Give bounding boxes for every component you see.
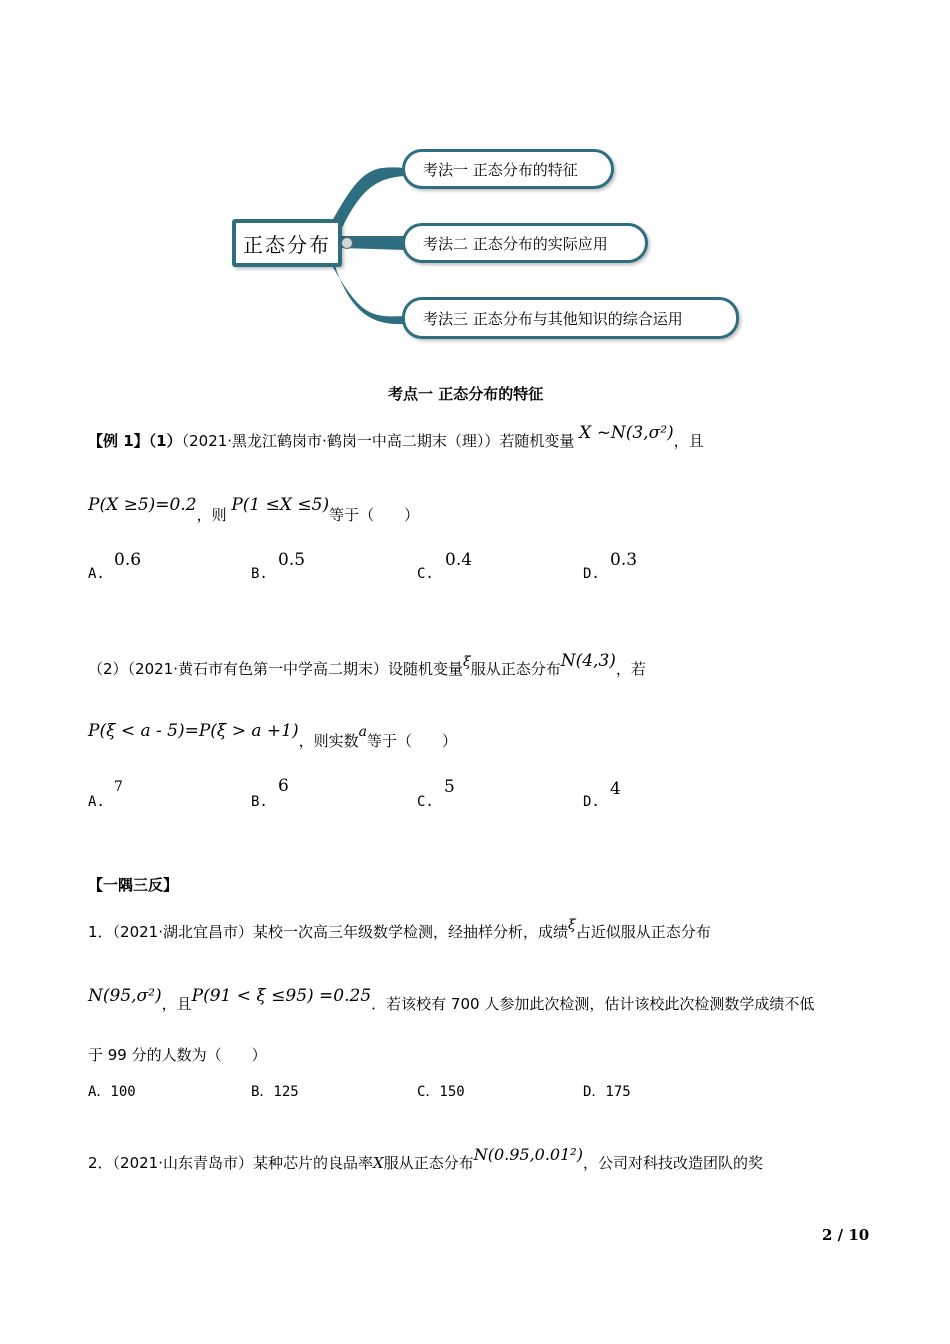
example1-option-c-value: 0.4	[445, 550, 473, 570]
q1-cond: P(91 < ξ ≤95) =0.25	[191, 986, 372, 1006]
page-number: 2 / 10	[822, 1226, 870, 1244]
mindmap-root-dot	[341, 237, 353, 249]
example1-label: 【例 1】（1）	[88, 432, 182, 450]
example1-after: ，且	[673, 432, 704, 450]
example1-option-b-value: 0.5	[278, 550, 306, 570]
example2-mid2: ，则实数	[298, 732, 359, 750]
q1-var: ξ	[568, 917, 576, 933]
example1-line1	[88, 423, 704, 451]
q2-text-b: 服从正态分布	[383, 1154, 474, 1172]
q2-text-a: 2．（2021·山东青岛市）某种芯片的良品率	[88, 1154, 373, 1172]
example1-option-c: C.	[417, 566, 434, 582]
mindmap-branch-3: 考法三 正态分布与其他知识的综合运用	[402, 297, 739, 339]
example1-cond: P(X ≥5)=0.2	[88, 495, 197, 515]
example2-mid: 服从正态分布	[470, 660, 561, 678]
q1-option-a: A．100	[88, 1084, 136, 1100]
example1-end: 等于（ ）	[329, 506, 420, 524]
example1-source: （2021·黑龙江鹤岗市·鹤岗一中高二期末（理））若随机变量	[181, 432, 575, 450]
example2-option-a-value: 7	[114, 779, 123, 795]
q1-text-b: 占近似服从正态分布	[575, 923, 711, 941]
example2-line1	[88, 651, 646, 679]
example2-option-c: C.	[417, 794, 434, 810]
practice-header: 【一隅三反】	[88, 876, 179, 894]
example1-option-a: A.	[88, 566, 105, 582]
example2-cond: P(ξ < a - 5)=P(ξ > a +1)	[88, 721, 299, 741]
mindmap-root: 正态分布	[232, 219, 342, 267]
mindmap-branch-1: 考法一 正态分布的特征	[402, 149, 614, 189]
example2-dist: N(4,3)	[560, 651, 616, 671]
q2-var: X	[373, 1154, 384, 1172]
q1-line3: 于 99 分的人数为（ ）	[88, 1046, 267, 1064]
example2-option-c-value: 5	[444, 777, 455, 797]
example2-line2	[88, 720, 457, 750]
q1-option-d: D．175	[583, 1084, 631, 1100]
example2-option-a: A.	[88, 794, 105, 810]
q2-line1	[88, 1145, 763, 1173]
q1-line2	[88, 985, 815, 1013]
example1-option-b: B.	[251, 566, 268, 582]
q1-option-b: B．125	[251, 1084, 299, 1100]
example2-option-d-value: 4	[610, 779, 621, 799]
example2-var2: a	[358, 724, 367, 740]
q2-text-c: ，公司对科技改造团队的奖	[582, 1154, 763, 1172]
q1-dist: N(95,σ²)	[88, 986, 162, 1006]
q1-line1	[88, 917, 711, 942]
q1-text-a: 1．（2021·湖北宜昌市）某校一次高三年级数学检测，经抽样分析，成绩	[88, 923, 568, 941]
q1-text-c: ，且	[161, 995, 192, 1013]
example2-source: （2）（2021·黄石市有色第一中学高二期末）设随机变量	[88, 660, 463, 678]
q2-dist: N(0.95,0.01²)	[473, 1145, 583, 1164]
example1-query: P(1 ≤X ≤5)	[231, 495, 330, 515]
example2-end: 等于（ ）	[366, 732, 457, 750]
example1-line2	[88, 494, 420, 524]
q1-text-d: ．若该校有 700 人参加此次检测，估计该校此次检测数学成绩不低	[371, 995, 815, 1013]
mindmap-branch-2: 考法二 正态分布的实际应用	[402, 223, 648, 263]
example2-option-b-value: 6	[278, 776, 289, 796]
example2-option-b: B.	[251, 794, 268, 810]
section-title: 考点一 正态分布的特征	[388, 385, 544, 403]
example1-option-d: D.	[583, 566, 600, 582]
q1-option-c: C．150	[417, 1084, 465, 1100]
example1-mid: ，则	[196, 506, 227, 524]
example1-option-a-value: 0.6	[114, 550, 142, 570]
example1-option-d-value: 0.3	[610, 550, 638, 570]
example2-option-d: D.	[583, 794, 600, 810]
example2-after: ，若	[615, 660, 646, 678]
example2-var: ξ	[463, 654, 471, 670]
example1-dist: X ~N(3,σ²)	[579, 423, 674, 443]
